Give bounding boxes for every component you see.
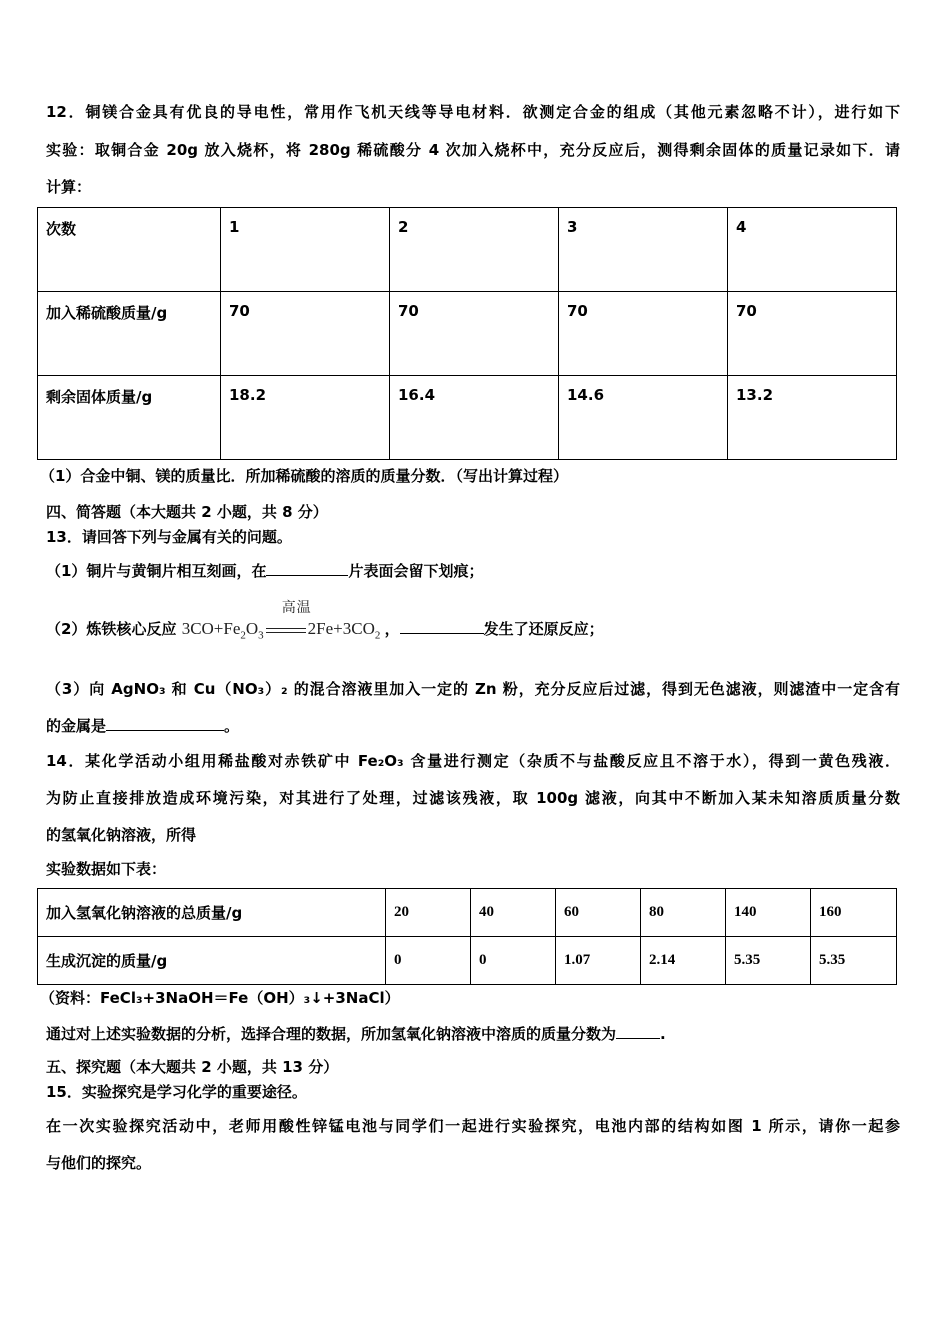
- q15-line-2: 与他们的探究。: [46, 1154, 152, 1172]
- q13-part-2-comma: ，: [384, 620, 400, 638]
- table-cell: 60: [556, 889, 641, 937]
- table-row: [38, 292, 897, 376]
- q15-line-1: 在一次实验探究活动中，老师用酸性锌锰电池与同学们一起进行实验探究，电池内部的结构如图 1 所示，请你一起参: [46, 1117, 900, 1135]
- eq-sub-2: 3: [258, 629, 264, 642]
- table-cell: 2.14: [641, 937, 726, 985]
- q12-sub-question-1: （1）合金中铜、镁的质量比．所加稀硫酸的溶质的质量分数．（写出计算过程）: [40, 467, 568, 485]
- table-cell: 70: [390, 292, 559, 376]
- eq-left-b: O: [245, 619, 259, 638]
- table-cell: 20: [386, 889, 471, 937]
- table-cell: 160: [811, 889, 897, 937]
- q12-line-3: 计算：: [46, 178, 92, 196]
- answer-blank[interactable]: [400, 619, 484, 634]
- q14-reference-note: （资料：FeCl₃+3NaOH＝Fe（OH）₃↓+3NaCl）: [40, 989, 400, 1007]
- table-cell: 次数: [38, 208, 221, 292]
- table-cell: 加入稀硫酸质量/g: [38, 292, 221, 376]
- table-row: [38, 889, 897, 937]
- q13-part-1-text-a: （1）铜片与黄铜片相互刻画，在: [46, 562, 267, 580]
- table-row: [38, 208, 897, 292]
- q14-line-2: 为防止直接排放造成环境污染，对其进行了处理，过滤该残液，取 100g 滤液，向其中不断加入某未知溶质质量分数: [46, 789, 900, 807]
- table-row: [38, 937, 897, 985]
- table-cell: 3: [559, 208, 728, 292]
- q13-part-3-text-a: 的金属是: [46, 717, 107, 735]
- table-cell: 0: [386, 937, 471, 985]
- table-cell: 18.2: [221, 376, 390, 460]
- q13-part-2-text-a: （2）炼铁核心反应: [46, 620, 177, 638]
- table-cell: 40: [471, 889, 556, 937]
- q13-part-3-line-2: [46, 716, 239, 736]
- q14-question: [46, 1024, 666, 1044]
- table-cell: 80: [641, 889, 726, 937]
- q13-part-1: [46, 561, 483, 581]
- eq-left-a: 3CO+Fe: [181, 619, 241, 638]
- table-cell: 生成沉淀的质量/g: [38, 937, 386, 985]
- table-cell: 加入氢氧化钠溶液的总质量/g: [38, 889, 386, 937]
- chemical-equation: [181, 601, 385, 642]
- table-cell: 5.35: [811, 937, 897, 985]
- table-cell: 70: [221, 292, 390, 376]
- eq-sub-3: 2: [374, 629, 381, 642]
- table-cell: 0: [471, 937, 556, 985]
- table-cell: 14.6: [559, 376, 728, 460]
- q13-part-1-text-b: 片表面会留下划痕；: [348, 562, 484, 580]
- table-cell: 1: [221, 208, 390, 292]
- table-cell: 70: [728, 292, 897, 376]
- eq-sub-1: 2: [240, 629, 246, 642]
- q13-part-2-text-c: 发生了还原反应；: [483, 620, 604, 638]
- q15-title: 15．实验探究是学习化学的重要途径。: [46, 1083, 307, 1101]
- table-cell: 剩余固体质量/g: [38, 376, 221, 460]
- q14-line-3: 的氢氧化钠溶液，所得: [46, 826, 197, 844]
- q14-line-4: 实验数据如下表：: [46, 860, 167, 878]
- section-4-heading: 四、简答题（本大题共 2 小题，共 8 分）: [46, 503, 328, 521]
- reaction-condition: 高温: [281, 601, 312, 616]
- table-cell: 13.2: [728, 376, 897, 460]
- answer-blank[interactable]: [266, 561, 348, 576]
- q14-data-table: [37, 888, 897, 985]
- q13-part-3-line-1: （3）向 AgNO₃ 和 Cu（NO₃）₂ 的混合溶液里加入一定的 Zn 粉，充分反应后过滤，得到无色滤液，则滤渣中一定含有: [46, 680, 900, 698]
- table-row: [38, 376, 897, 460]
- table-cell: 4: [728, 208, 897, 292]
- section-5-heading: 五、探究题（本大题共 2 小题，共 13 分）: [46, 1058, 339, 1076]
- table-cell: 1.07: [556, 937, 641, 985]
- q13-title: 13．请回答下列与金属有关的问题。: [46, 528, 292, 546]
- q14-question-text: 通过对上述实验数据的分析，选择合理的数据，所加氢氧化钠溶液中溶质的质量分数为: [46, 1025, 617, 1043]
- reaction-equals-sign: [266, 628, 306, 633]
- table-cell: 2: [390, 208, 559, 292]
- q12-line-1: 12．铜镁合金具有优良的导电性，常用作飞机天线等导电材料．欲测定合金的组成（其他元素忽略不计），进行如下: [46, 103, 900, 121]
- answer-blank[interactable]: [106, 716, 224, 731]
- q13-part-2: [46, 601, 604, 645]
- q14-question-period: .: [660, 1025, 666, 1043]
- q12-data-table: [37, 207, 897, 460]
- table-cell: 70: [559, 292, 728, 376]
- table-cell: 5.35: [726, 937, 811, 985]
- answer-blank[interactable]: [616, 1024, 660, 1039]
- q13-part-3-text-b: 。: [224, 717, 240, 735]
- q14-line-1: 14．某化学活动小组用稀盐酸对赤铁矿中 Fe₂O₃ 含量进行测定（杂质不与盐酸反应且不溶于水），得到一黄色残液．: [46, 752, 900, 770]
- table-cell: 16.4: [390, 376, 559, 460]
- table-cell: 140: [726, 889, 811, 937]
- q12-line-2: 实验：取铜合金 20g 放入烧杯，将 280g 稀硫酸分 4 次加入烧杯中，充分反应后，测得剩余固体的质量记录如下．请: [46, 141, 900, 159]
- eq-right: 2Fe+3CO: [307, 619, 375, 638]
